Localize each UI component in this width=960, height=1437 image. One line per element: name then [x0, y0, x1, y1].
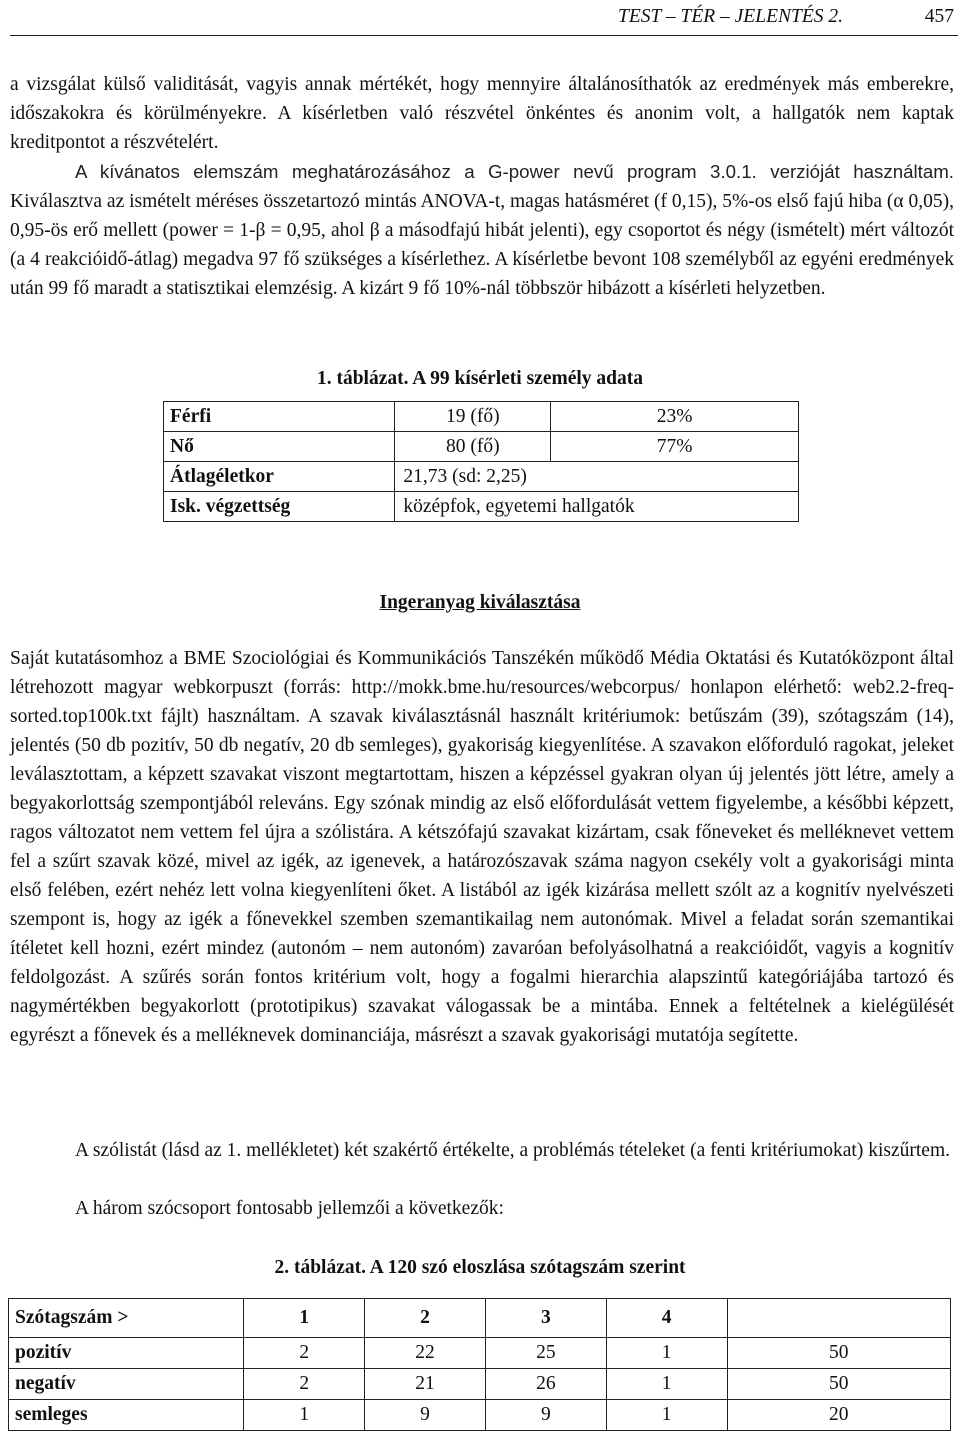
paragraph-sample-size-rest: Kiválasztva az ismételt méréses összetartozó mintás ANOVA-t, magas hatásméret (f 0,15), 5%-os első fajú hiba (α 0,05), 0,95-ös erő mellett (power = 1-β = 0,95, ahol β a másodfajú hibát jelenti), egy csoportot és négy (ismételt) mért változót (a 4 reakcióidő-átlag) megadva 97 fő szükséges a kísérlethez. A kísérletbe bevont 108 személyből az egyéni eredmények után 99 fő maradt a statisztikai elemzésig. A kizárt 9 fő 10%-nál többször hibázott a kísérleti helyzetben. [10, 191, 954, 299]
table-cell: 1 [606, 1338, 727, 1369]
table-cell-label: Férfi [164, 402, 395, 432]
table2-caption: 2. táblázat. A 120 szó eloszlása szótagszám szerint [274, 1257, 686, 1278]
table-cell-value: középfok, egyetemi hallgatók [395, 492, 799, 522]
paragraph-stimulus-selection: Saját kutatásomhoz a BME Szociológiai és Kommunikációs Tanszékén működő Média Oktatási és Kutatóközpont által létrehozott magyar webkorpuszt (forrás: http://mokk.bme.hu/resources/webcorpus/ honlapon elérhető: web2.2-freq-sorted.top100k.txt fájlt) használtam. A szavak kiválasztásnál használt kritériumok: betűszám (39), szótagszám (14), jelentés (50 db pozitív, 50 db negatív, 20 db semleges), gyakoriság kiegyenlítése. A szavakon előforduló ragokat, jeleket leválasztottam, a képzett szavakat viszont megtartottam, hiszen a képzéssel gyakran olyan új jelentés jött létre, amely a begyakorlottság szempontjából releváns. Egy szónak mindig az első előfordulását vettem figyelembe, a későbbi képzett, ragos változatot nem vettem fel újra a szólistára. A kétszófajú szavakat kizártam, csak főneveket és melléknevet vettem fel a szűrt szavak közé, mivel az igék, az igenevek, a határozószavak száma nagyon csekély volt a gyakorisági minta első felében, ezért nehéz lett volna kiegyenlíteni őket. A listából az igék kizárása mellett szólt az a kognitív nyelvészeti szempont is, hogy az igék a főnevekkel szemben szemantikailag nem autonómak. Mivel a feladat során szemantikai ítéletet kell hozni, ezért mindez (autonóm – nem autonóm) zavaróan befolyásolhatná a reakcióidőt, vagyis a kognitív feldolgozást. A szűrés során fontos kritérium volt, hogy a fogalmi hierarchia alapszintű kategóriájába tartozó és nagymértékben begyakorlott (prototipikus) szavakat válogassak be a mintába. Ennek a feltételnek a kielégülését egyrészt a főnevek és a melléknevek dominanciája, másrészt a szavak gyakorisági mutatója segítette. [10, 648, 954, 1046]
table-cell: 22 [365, 1338, 486, 1369]
table-header-cell: 1 [244, 1299, 365, 1338]
table-cell-label: Nő [164, 432, 395, 462]
table-cell: 1 [606, 1369, 727, 1400]
table-header-cell [727, 1299, 951, 1338]
table-cell-value: 21,73 (sd: 2,25) [395, 462, 799, 492]
table-cell-label: semleges [9, 1400, 244, 1431]
table-row [164, 492, 799, 522]
paragraph-word-groups: A három szócsoport fontosabb jellemzői a következők: [75, 1198, 504, 1219]
table-cell: 1 [244, 1400, 365, 1431]
table-cell-label: Isk. végzettség [164, 492, 395, 522]
table-header-cell: 2 [365, 1299, 486, 1338]
table-cell-label: Átlagéletkor [164, 462, 395, 492]
running-header [10, 2, 958, 36]
table-cell: 25 [485, 1338, 606, 1369]
paragraph-expert-review: A szólistát (lásd az 1. mellékletet) két szakértő értékelte, a problémás tételeket (a fenti kritériumokat) kiszűrtem. [75, 1140, 950, 1161]
table1-caption: 1. táblázat. A 99 kísérleti személy adata [316, 368, 644, 389]
section-heading: Ingeranyag kiválasztása [379, 592, 581, 613]
table-cell: 2 [244, 1369, 365, 1400]
paragraph-sample-size [10, 157, 954, 303]
table-header-cell: 4 [606, 1299, 727, 1338]
paragraph-sample-size-sans: A kívánatos elemszám meghatározásához a G-power nevű program 3.0.1. verzióját használtam. [75, 161, 954, 182]
table-cell-percent: 23% [551, 402, 799, 432]
table-cell-percent: 77% [551, 432, 799, 462]
table-cell: 21 [365, 1369, 486, 1400]
table-header-cell: Szótagszám > [9, 1299, 244, 1338]
table-cell-label: negatív [9, 1369, 244, 1400]
table-row [9, 1400, 951, 1431]
table-row [164, 432, 799, 462]
page-number: 457 [924, 6, 954, 27]
table-cell-count: 19 (fő) [395, 402, 551, 432]
table-header-row [9, 1299, 951, 1338]
participants-table [163, 401, 799, 522]
table-cell: 1 [606, 1400, 727, 1431]
table-row [164, 402, 799, 432]
syllable-distribution-table [8, 1298, 951, 1431]
table-cell: 2 [244, 1338, 365, 1369]
paragraph-validity: a vizsgálat külső validitását, vagyis annak mértékét, hogy mennyire általánosíthatók az eredmények más emberekre, időszakokra és körülményekre. A kísérletben való részvétel önkéntes és anonim volt, a hallgatók nem kaptak kreditpontot a részvételért. [10, 74, 954, 153]
table-cell: 9 [365, 1400, 486, 1431]
table-cell-total: 50 [727, 1338, 951, 1369]
header-title: TEST – TÉR – JELENTÉS 2. [617, 6, 843, 27]
table-cell: 26 [485, 1369, 606, 1400]
table-cell-label: pozitív [9, 1338, 244, 1369]
table-row [164, 462, 799, 492]
table-row [9, 1338, 951, 1369]
table-cell-total: 50 [727, 1369, 951, 1400]
table-cell: 9 [485, 1400, 606, 1431]
table-cell-count: 80 (fő) [395, 432, 551, 462]
table-row [9, 1369, 951, 1400]
table-cell-total: 20 [727, 1400, 951, 1431]
table-header-cell: 3 [485, 1299, 606, 1338]
